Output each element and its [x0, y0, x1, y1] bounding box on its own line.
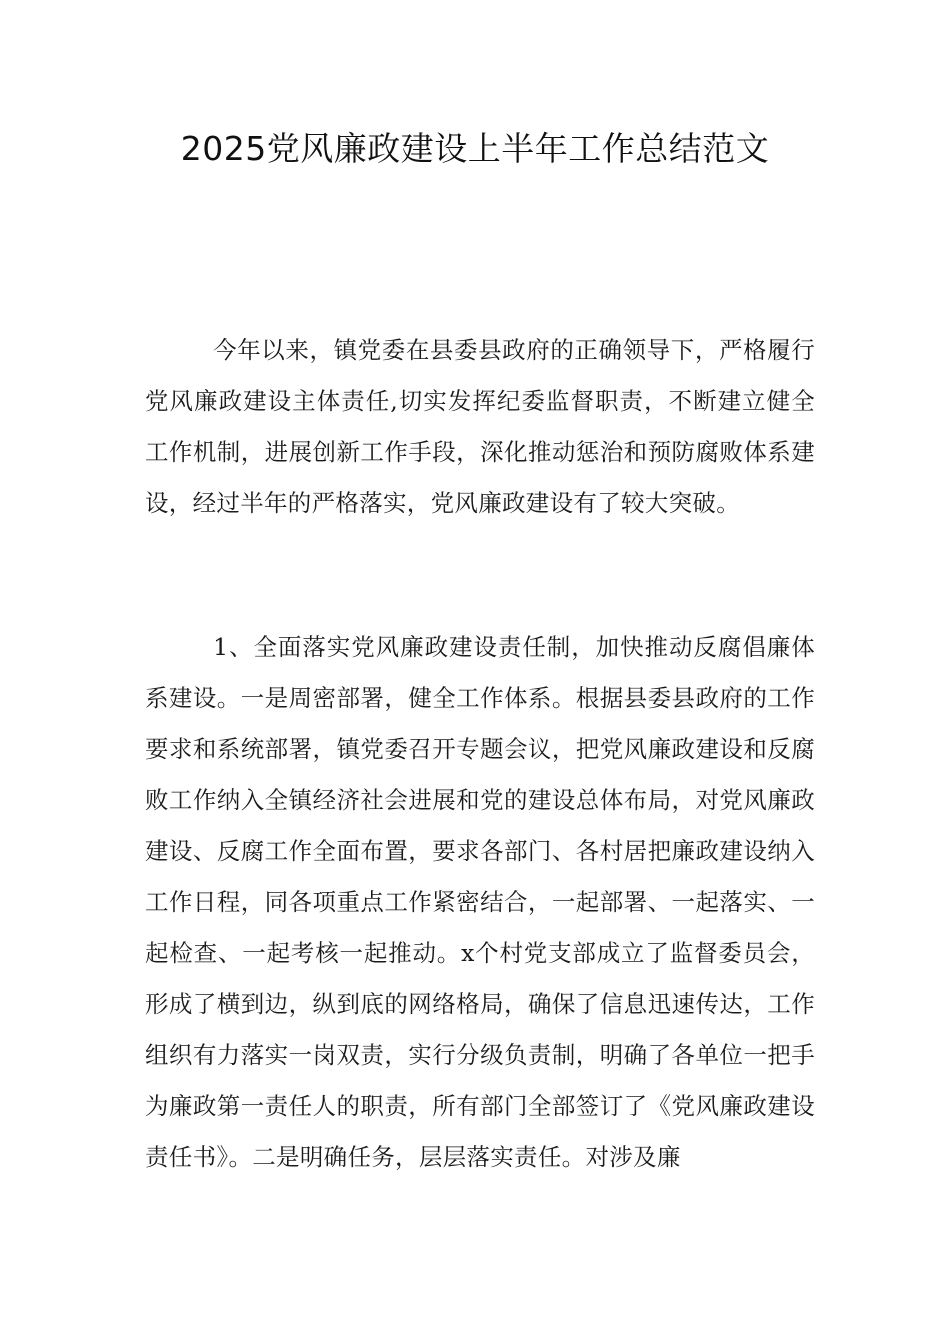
- document-title: 2025党风廉政建设上半年工作总结范文: [180, 129, 770, 168]
- paragraph-section-1: 1、全面落实党风廉政建设责任制，加快推动反腐倡廉体系建设。一是周密部署，健全工作体系。根据县委县政府的工作要求和系统部署，镇党委召开专题会议，把党风廉政建设和反腐败工作纳入全镇经济社会进展和党的建设总体布局，对党风廉政建设、反腐工作全面布置，要求各部门、各村居把廉政建设纳入工作日程，同各项重点工作紧密结合，一起部署、一起落实、一起检查、一起考核一起推动。x个村党支部成立了监督委员会，形成了横到边，纵到底的网络格局，确保了信息迅速传达，工作组织有力落实一岗双责，实行分级负责制，明确了各单位一把手为廉政第一责任人的职责，所有部门全部签订了《党风廉政建设责任书》。二是明确任务，层层落实责任。对涉及廉: [145, 633, 815, 1171]
- paragraph-intro: 今年以来，镇党委在县委县政府的正确领导下，严格履行党风廉政建设主体责任,切实发挥纪委监督职责，不断建立健全工作机制，进展创新工作手段，深化推动惩治和预防腐败体系建设，经过半年的严格落实，党风廉政建设有了较大突破。: [145, 336, 815, 517]
